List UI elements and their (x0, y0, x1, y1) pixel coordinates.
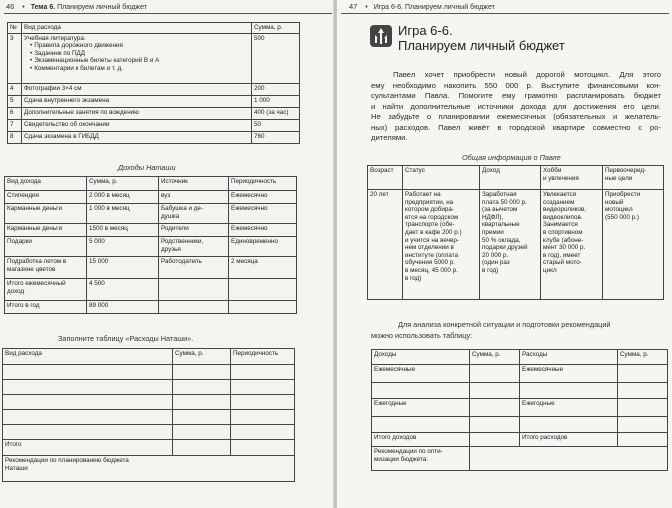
table-header-row (3, 349, 295, 365)
header-cell: Возраст (368, 166, 403, 190)
income-source: вуз (159, 191, 229, 204)
income-period: Ежемесячно (229, 191, 297, 204)
table-row (368, 190, 664, 300)
blank-cell[interactable] (618, 399, 668, 417)
table-row (5, 301, 297, 314)
blank-cell[interactable] (231, 380, 295, 395)
total-monthly-value: 4 500 (87, 279, 159, 301)
blank-cell[interactable] (618, 383, 668, 399)
header-cell: Первоочеред- ные цели (603, 166, 664, 190)
running-head-topic: Тема 6. (30, 4, 56, 11)
status-cell: Работает на предприятии, на котором добира- ется на городском транспорте (обе- дает в кафе 200 р.) и учится на вечер- нем отделении в институте (оплата обучения 5000 р. в месяц, 45 000 р. в год) (403, 190, 480, 300)
table-row (372, 365, 668, 383)
header-cell: Вид расхода (3, 349, 173, 365)
income-caption: Доходы Наташи (118, 163, 176, 172)
empty-cell (159, 279, 229, 301)
blank-row (3, 380, 295, 395)
table-header-row (368, 166, 664, 190)
income-table (4, 176, 297, 314)
recommend-row (3, 456, 295, 482)
game-logo-icon (370, 25, 392, 47)
paragraph-line: ему необходимо накопить 550 000 р. Выступите финансовыми кон- (371, 80, 661, 90)
income-period: Ежемесячно (229, 204, 297, 224)
blank-cell[interactable] (173, 380, 231, 395)
row-number: 5 (8, 95, 22, 107)
left-page (0, 0, 334, 508)
blank-cell[interactable] (3, 410, 173, 425)
blank-cell[interactable] (173, 440, 231, 456)
total-label: Итого (3, 440, 173, 456)
row-number: 8 (8, 131, 22, 143)
header-cell: Статус (403, 166, 480, 190)
income-type: Подарки (5, 237, 87, 257)
table-row (8, 131, 300, 143)
header-cell: Периодичность (229, 177, 297, 191)
expense-name: Сдача экзамена в ГИБДД (22, 131, 252, 143)
fill-expenses-table (2, 348, 295, 482)
expense-name-cell (22, 33, 252, 83)
blank-cell[interactable] (470, 365, 520, 383)
blank-cell[interactable] (470, 447, 668, 471)
blank-row (3, 410, 295, 425)
header-rule (4, 13, 332, 14)
right-running-head: 47 • Игра 6-6. Планируем личный бюджет (349, 2, 495, 11)
blank-cell[interactable] (470, 399, 520, 417)
recommend-label: Рекомендации по опти- мизации бюджета: (372, 447, 470, 471)
game-title-line1: Игра 6-6. (398, 23, 453, 38)
expense-name: Сдача внутреннего экзамена (22, 95, 252, 107)
header-cell: Доходы (372, 350, 470, 365)
income-sum: 1 000 в месяц (87, 204, 159, 224)
table-row (8, 33, 300, 83)
income-period: 2 месяца (229, 257, 297, 279)
total-row (3, 440, 295, 456)
intro-paragraph (371, 70, 661, 144)
header-cell: Периодичность (231, 349, 295, 365)
paragraph-line: дителями. (371, 133, 408, 142)
total-expense-label: Итого расходов (520, 433, 618, 447)
analysis-table (371, 349, 668, 471)
running-head-title: Планируем личный бюджет (57, 4, 147, 11)
row-number: 4 (8, 83, 22, 95)
expense-name: Дополнительные занятия по вождению (22, 107, 252, 119)
blank-row (372, 383, 668, 399)
income-type: Подработка летом в магазине цветов (5, 257, 87, 279)
blank-row (372, 417, 668, 433)
blank-row (3, 425, 295, 440)
income-type: Карманные деньги (5, 204, 87, 224)
expense-sum: 1 000 (252, 95, 300, 107)
expense-name: Фотографии 3×4 см (22, 83, 252, 95)
blank-cell[interactable] (3, 365, 173, 380)
table-row (8, 95, 300, 107)
total-income-label: Итого доходов (372, 433, 470, 447)
expense-sum: 400 (за час) (252, 107, 300, 119)
blank-cell[interactable] (470, 383, 520, 399)
paragraph-line: ных) расходов. Павел живёт в городской квартире совместно с ро- (371, 122, 661, 132)
header-cell: Источник (159, 177, 229, 191)
table-header-row (8, 23, 300, 34)
income-source: Родственники, друзья (159, 237, 229, 257)
table-row (5, 191, 297, 204)
goals-cell: Приобрести новый мотоцикл (550 000 р.) (603, 190, 664, 300)
total-monthly-label: Итого ежемесячный доход (5, 279, 87, 301)
header-cell: Сумма, р. (618, 350, 668, 365)
paragraph-line: сультантами Павла. Помогите ему грамотно распланировать бюджет (371, 91, 661, 100)
blank-cell[interactable] (173, 395, 231, 410)
expense-sum: 500 (252, 33, 300, 83)
list-item: • Правила дорожного движения (30, 42, 249, 50)
paragraph-line: Павел хочет приобрести новый дорогой мотоцикл. Для этого (393, 70, 661, 79)
paragraph-line: Не забудьте о планировании ежемесячных (обязательных и желатель- (371, 112, 661, 121)
blank-cell[interactable] (618, 365, 668, 383)
blank-row (3, 395, 295, 410)
expenses-table (7, 22, 300, 144)
income-source: Работодатель (159, 257, 229, 279)
table-row (8, 107, 300, 119)
table-row (5, 279, 297, 301)
total-year-value: 89 000 (87, 301, 159, 314)
age-cell: 20 лет (368, 190, 403, 300)
income-period: Единовременно (229, 237, 297, 257)
analysis-line: Для анализа конкретной ситуации и подготовки рекомендаций (398, 320, 611, 329)
header-cell: Доход (480, 166, 541, 190)
list-item: • Задачник по ПДД (30, 50, 249, 58)
table-row (5, 204, 297, 224)
blank-cell[interactable] (173, 425, 231, 440)
income-sum: 2 000 в месяц (87, 191, 159, 204)
expense-name: Свидетельство об окончании (22, 119, 252, 131)
total-row (372, 433, 668, 447)
fill-instruction: Заполните таблицу «Расходы Наташи». (58, 334, 194, 343)
expense-sum: 50 (252, 119, 300, 131)
empty-cell (229, 301, 297, 314)
income-sum: 15 000 (87, 257, 159, 279)
left-page-number: 46 (6, 2, 15, 11)
blank-cell[interactable] (231, 395, 295, 410)
header-cell: Сумма, р. (87, 177, 159, 191)
blank-cell[interactable] (173, 365, 231, 380)
income-sum: 5 000 (87, 237, 159, 257)
row-number: 7 (8, 119, 22, 131)
blank-cell[interactable] (372, 417, 470, 433)
expense-sum: 200 (252, 83, 300, 95)
header-cell: № (8, 23, 22, 34)
blank-cell[interactable] (372, 383, 470, 399)
blank-cell[interactable] (520, 417, 618, 433)
list-item: • Комментарии к билетам и т. д. (30, 65, 249, 73)
literature-list (24, 42, 249, 72)
header-rule (341, 13, 669, 14)
table-row (8, 83, 300, 95)
table-row (5, 224, 297, 237)
paragraph-line: и найти дополнительные источники дохода для достижения его цели. (371, 101, 661, 111)
header-cell: Сумма, р. (173, 349, 231, 365)
blank-cell[interactable] (231, 440, 295, 456)
table-header-row (5, 177, 297, 191)
expense-sum: 760 (252, 131, 300, 143)
row-number: 3 (8, 33, 22, 83)
income-period: Ежемесячно (229, 224, 297, 237)
table-header-row (372, 350, 668, 365)
income-sum: 1500 в месяц (87, 224, 159, 237)
blank-cell[interactable] (520, 383, 618, 399)
blank-cell[interactable] (3, 380, 173, 395)
pavel-info-table (367, 165, 664, 300)
game-title-line2: Планируем личный бюджет (398, 38, 565, 53)
income-type: Стипендия (5, 191, 87, 204)
blank-cell[interactable] (3, 395, 173, 410)
yearly-expense-label: Ежегодные (520, 399, 618, 417)
right-page-number: 47 (349, 2, 358, 11)
blank-cell[interactable] (618, 417, 668, 433)
empty-cell (159, 301, 229, 314)
blank-cell[interactable] (231, 365, 295, 380)
blank-row (3, 365, 295, 380)
header-cell: Хобби и увлечения (541, 166, 603, 190)
running-head-title: Игра 6-6. Планируем личный бюджет (373, 4, 495, 11)
recommend-row (372, 447, 668, 471)
blank-cell[interactable] (470, 417, 520, 433)
income-source: Родители (159, 224, 229, 237)
total-year-label: Итого в год (5, 301, 87, 314)
income-type: Карманные деньги (5, 224, 87, 237)
empty-cell (229, 279, 297, 301)
income-source: Бабушка и де- душка (159, 204, 229, 224)
blank-cell[interactable] (470, 433, 520, 447)
blank-cell[interactable] (231, 410, 295, 425)
hobby-cell: Увлекается созданием видеороликов, видеоклипов. Занимается в спортивном клубе (абоне- мент 30 000 р. в год), имеет старый мото- цикл (541, 190, 603, 300)
analysis-line: можно использовать таблицу: (371, 331, 473, 340)
list-item: • Экзаменационные билеты категорий В и А (30, 57, 249, 65)
header-cell: Сумма, р. (470, 350, 520, 365)
yearly-income-label: Ежегодные (372, 399, 470, 417)
table-row (8, 119, 300, 131)
expense-name: Учебная литература: (24, 34, 86, 42)
row-number: 6 (8, 107, 22, 119)
recommend-label: Рекомендации по планированию бюджета Наташи (3, 456, 295, 482)
blank-cell[interactable] (173, 410, 231, 425)
left-running-head: 46 • Тема 6. Планируем личный бюджет (6, 2, 147, 11)
table-row (5, 257, 297, 279)
header-cell: Расходы (520, 350, 618, 365)
header-cell: Вид дохода (5, 177, 87, 191)
table-row (372, 399, 668, 417)
blank-cell[interactable] (618, 433, 668, 447)
blank-cell[interactable] (3, 425, 173, 440)
table-row (5, 237, 297, 257)
header-cell: Сумма, р. (252, 23, 300, 34)
monthly-expense-label: Ежемесячные (520, 365, 618, 383)
header-cell: Вид расхода (22, 23, 252, 34)
income-cell: Заработная плата 50 000 р. (за вычетом НДФЛ), квартальные премии 50 % оклада, подарки друзей 20 000 р. (один раз в год) (480, 190, 541, 300)
info-caption: Общая информация о Павле (462, 153, 561, 162)
monthly-income-label: Ежемесячные (372, 365, 470, 383)
blank-cell[interactable] (231, 425, 295, 440)
